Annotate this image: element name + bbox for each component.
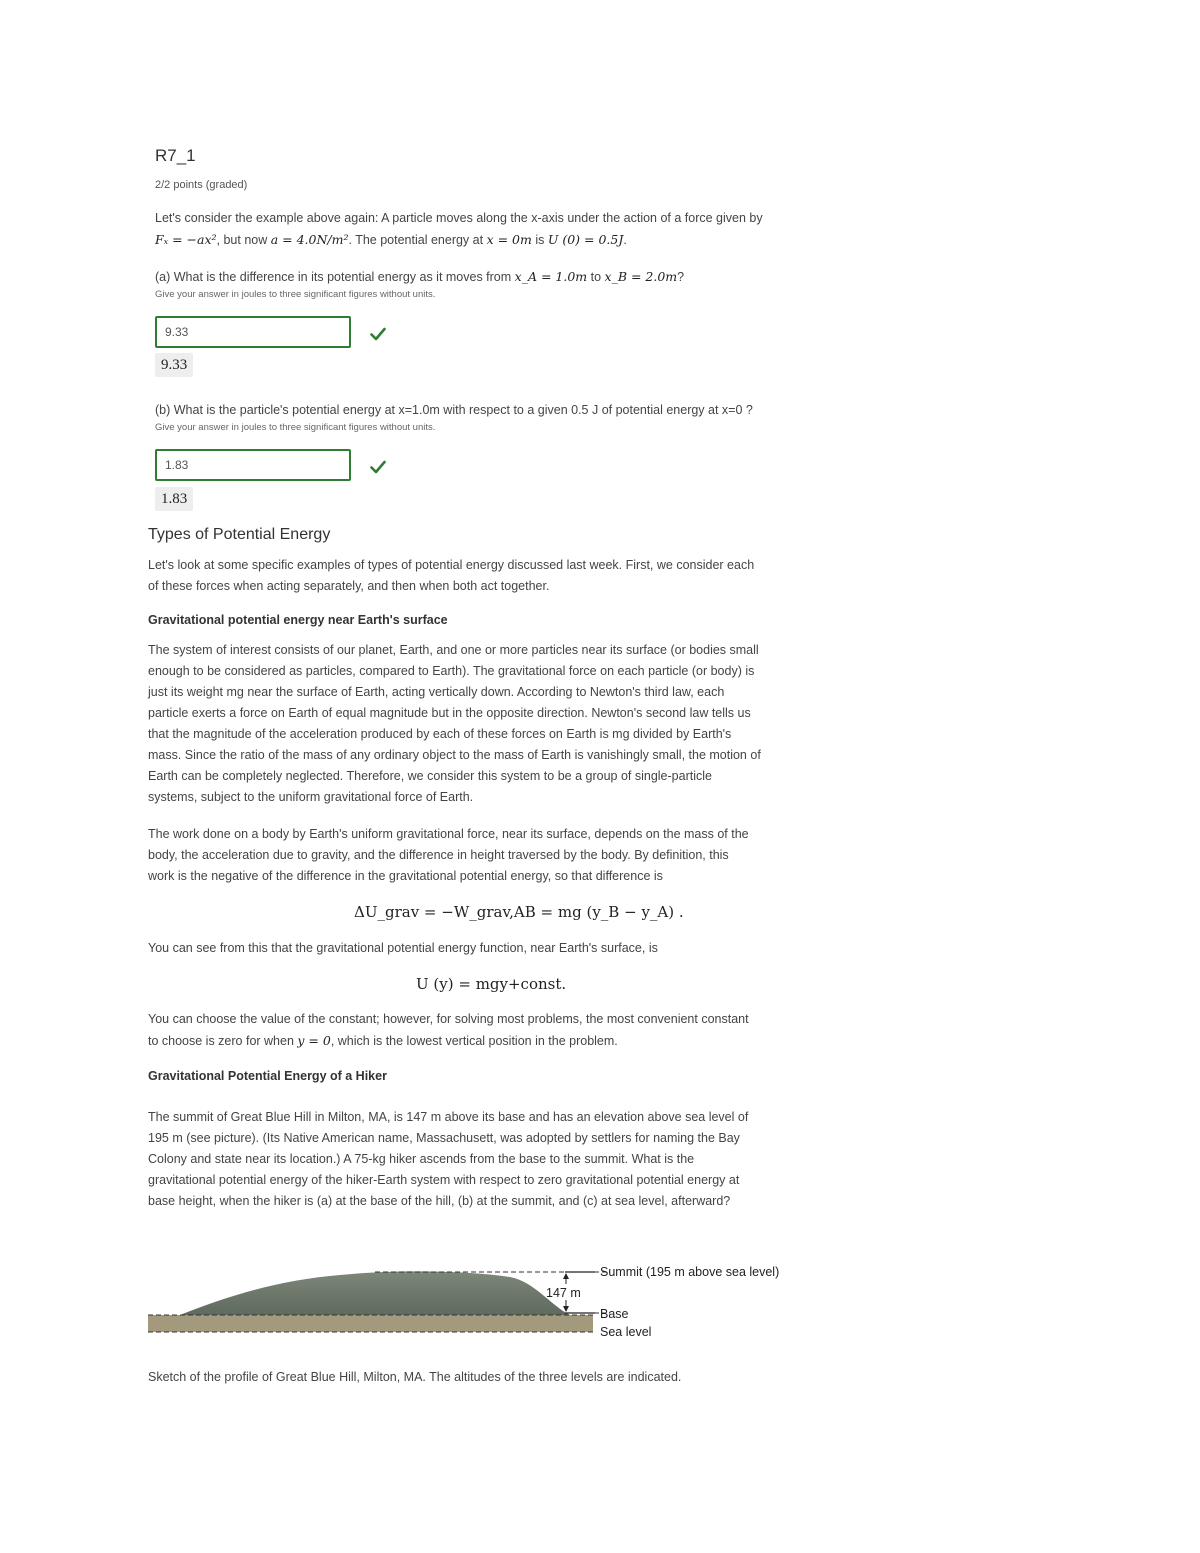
points-status: 2/2 points (graded) [155,179,248,191]
paragraph-work: The work done on a body by Earth's uniform gravitational force, near its surface, depends on the mass of the body, the acceleration due to gravity, and the difference in height traversed by the body. By definition, this work is the negative of the difference in the gravitational potential energy, so that difference is [148,827,749,883]
question-a-text: (a) What is the difference in its potential energy as it moves from x_A = 1.0m to x_B = 2.0m? [155,269,685,284]
paragraph-system: The system of interest consists of our planet, Earth, and one or more particles near its surface (or bodies small enough to be considered as particles, compared to Earth). The gravitational force on each particle (or body) is just its weight mg near the surface of Earth, acting vertically down. According to Newton's third law, each particle exerts a force on Earth of equal magnitude but in the opposite direction. Newton's second law tells us that the magnitude of the acceleration produced by each of these forces on Earth is mg divided by Earth's mass. Since the ratio of the mass of any ordinary object to the mass of Earth is vanishingly small, the motion of Earth can be completely neglected. Therefore, we consider this system to be a group of single-particle systems, subject to the uniform gravitational force of Earth. [148,643,761,804]
u-zero: U (0) = 0.5J [547,232,624,247]
paragraph-constant: You can choose the value of the constant; however, for solving most problems, the most convenient constant to choose is zero for when y = 0, which is the lowest vertical position in the problem. [148,1012,749,1048]
section-intro-line-2: of these forces when acting separately, and then when both act together. [148,579,550,593]
paragraph-function-intro: You can see from this that the gravitational potential energy function, near Earth's surface, is [148,941,658,955]
intro-line-2: Fₓ = −ax², but now a = 4.0N/m². The potential energy at x = 0m is U (0) = 0.5J. [155,232,627,247]
question-b-text: (b) What is the particle's potential energy at x=1.0m with respect to a given 0.5 J of potential energy at x=0 ? [155,403,753,417]
subheading-gravitational: Gravitational potential energy near Earth's surface [148,613,448,627]
xa-value: x_A = 1.0m [514,269,588,284]
answer-a-display: 9.33 [155,353,193,377]
section-intro-line-1: Let's look at some specific examples of types of potential energy discussed last week. First, we consider each [148,558,755,572]
subheading-hiker: Gravitational Potential Energy of a Hiker [148,1069,387,1083]
ground-strip [148,1315,593,1332]
answer-a-input[interactable]: 9.33 [155,316,351,348]
arrow-down-icon [563,1306,569,1312]
base-label: Base [600,1307,629,1321]
answer-b-display: 1.83 [155,487,193,511]
sea-level-label: Sea level [600,1325,652,1339]
paragraph-hiker: The summit of Great Blue Hill in Milton, MA, is 147 m above its base and has an elevation above sea level of 195 m (see picture). (Its Native American name, Massachusett, was adopted by settlers for naming the Bay Colony and state near its location.) A 75-kg hiker ascends from the base to the summit. What is the gravitational potential energy of the hiker-Earth system with respect to zero gravitational potential energy at base height, when the hiker is (a) at the base of the hill, (b) at the summit, and (c) at sea level, afterward? [148,1110,749,1208]
figure-caption: Sketch of the profile of Great Blue Hill, Milton, MA. The altitudes of the three levels are indicated. [148,1370,682,1384]
a-value: a = 4.0N/m² [270,232,349,247]
correct-check-icon [370,327,386,341]
force-equation: Fₓ = −ax² [155,232,217,247]
intro-line-1: Let's consider the example above again: A particle moves along the x-axis under the action of a force given by [155,211,763,225]
section-heading: Types of Potential Energy [148,526,331,543]
equation-delta-u: ΔU_grav = −W_grav,AB = mg (y_B − y_A) . [354,903,684,921]
x-zero: x = 0m [486,232,532,247]
height-label: 147 m [546,1286,581,1300]
xb-value: x_B = 2.0m [604,269,678,284]
problem-title: R7_1 [155,146,196,165]
question-a-hint: Give your answer in joules to three significant figures without units. [155,289,436,300]
answer-b-input[interactable]: 1.83 [155,449,351,481]
hill-shape [180,1271,570,1315]
correct-check-icon [370,460,386,474]
equation-u-of-y: U (y) = mgy+const. [416,975,567,993]
question-b-hint: Give your answer in joules to three significant figures without units. [155,422,436,433]
summit-label: Summit (195 m above sea level) [600,1265,780,1279]
